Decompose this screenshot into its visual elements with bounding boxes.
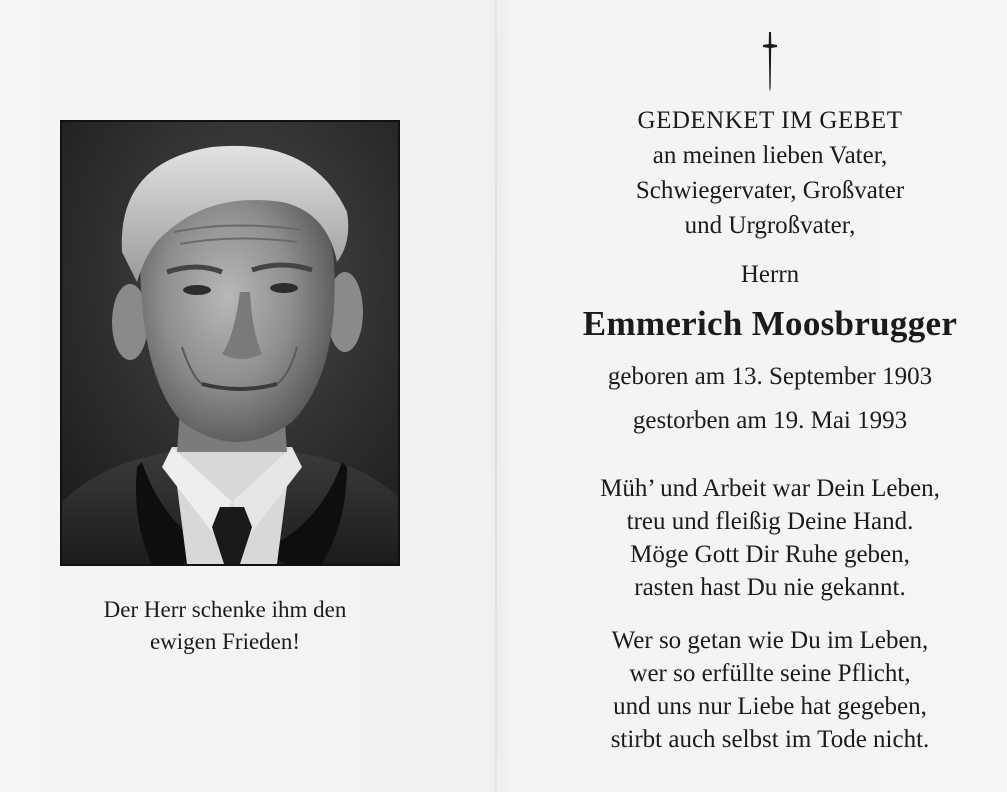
card-fold-line — [495, 0, 497, 792]
salutation: Herrn — [740, 261, 800, 288]
portrait-photo — [60, 120, 400, 566]
verse-line: stirbt auch selbst im Tode nicht. — [610, 726, 930, 753]
memorial-text — [540, 0, 1000, 792]
dedication-line: Schwiegervater, Großvater — [635, 177, 905, 204]
portrait-image — [62, 122, 398, 564]
verse-line: wer so erfüllte seine Pflicht, — [629, 660, 911, 687]
caption-line: ewigen Frieden! — [149, 629, 301, 654]
birth-date: geboren am 13. September 1903 — [607, 363, 933, 390]
verse-line: rasten hast Du nie gekannt. — [634, 574, 906, 601]
latin-cross-icon — [762, 30, 778, 92]
deceased-name: Emmerich Moosbrugger — [582, 304, 958, 343]
verse-line: Möge Gott Dir Ruhe geben, — [630, 541, 910, 568]
verse-line: Wer so getan wie Du im Leben, — [611, 627, 929, 654]
caption-line: Der Herr schenke ihm den — [103, 597, 347, 622]
death-date: gestorben am 19. Mai 1993 — [632, 407, 908, 434]
dedication-line: und Urgroßvater, — [684, 212, 856, 239]
heading: GEDENKET IM GEBET — [637, 107, 903, 134]
verse-line: Müh’ und Arbeit war Dein Leben, — [600, 475, 940, 502]
dedication-line: an meinen lieben Vater, — [652, 142, 888, 169]
verse-line: und uns nur Liebe hat gegeben, — [613, 693, 927, 720]
verse-line: treu und fleißig Deine Hand. — [626, 508, 914, 535]
photo-caption — [60, 594, 390, 658]
